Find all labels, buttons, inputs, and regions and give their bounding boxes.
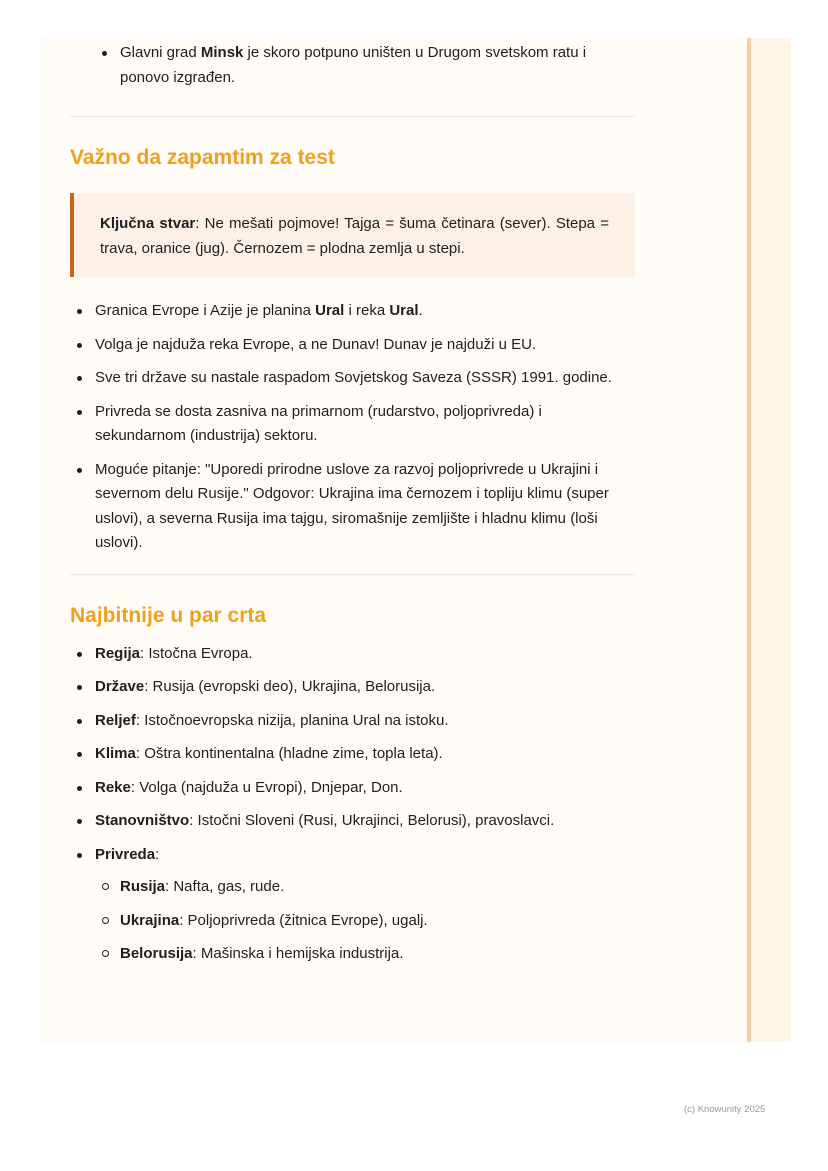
copyright-footer: (c) Knowunity 2025: [684, 1104, 766, 1115]
list-item: Reljef: Istočnoevropska nizija, planina Ural na istoku.: [95, 709, 635, 734]
section-heading-summary: Najbitnije u par crta: [70, 603, 267, 627]
section-heading-test: Važno da zapamtim za test: [70, 146, 335, 169]
side-panel: [751, 38, 791, 1042]
list-item: Volga je najduža reka Evrope, a ne Dunav! Dunav je najduži u EU.: [95, 333, 635, 358]
list-item: Glavni grad Minsk je skoro potpuno uništen u Drugom svetskom ratu i ponovo izgrađen.: [120, 41, 635, 90]
list-item: Sve tri države su nastale raspadom Sovjetskog Saveza (SSSR) 1991. godine.: [95, 366, 635, 391]
economy-sublist: [95, 875, 635, 967]
sub-list-item: Ukrajina: Poljoprivreda (žitnica Evrope), ugalj.: [120, 909, 635, 934]
list-item: Granica Evrope i Azije je planina Ural i reka Ural.: [95, 299, 635, 324]
test-list: [70, 299, 635, 556]
list-item: Privreda se dosta zasniva na primarnom (rudarstvo, poljoprivreda) i sekundarnom (industrija) sektoru.: [95, 400, 635, 449]
divider: [70, 574, 635, 575]
list-item: Klima: Oštra kontinentalna (hladne zime, topla leta).: [95, 742, 635, 767]
summary-list: [70, 642, 635, 967]
list-item: Regija: Istočna Evropa.: [95, 642, 635, 667]
list-item: Privreda: Rusija: Nafta, gas, rude. Ukrajina: Poljoprivreda (žitnica Evrope), ugalj. Belorusija: Mašinska i hemijska industrija.: [95, 843, 635, 967]
document-content: [70, 38, 635, 976]
key-callout: [70, 193, 635, 277]
top-list: [70, 41, 635, 90]
list-item: Države: Rusija (evropski deo), Ukrajina, Belorusija.: [95, 675, 635, 700]
sub-list-item: Rusija: Nafta, gas, rude.: [120, 875, 635, 900]
list-item: Reke: Volga (najduža u Evropi), Dnjepar, Don.: [95, 776, 635, 801]
sub-list-item: Belorusija: Mašinska i hemijska industrija.: [120, 942, 635, 967]
list-item: Moguće pitanje: "Uporedi prirodne uslove za razvoj poljoprivrede u Ukrajini i severnom delu Rusije." Odgovor: Ukrajina ima černozem i topliju klimu (super uslovi), a severna Rusija ima tajgu, siromašnije zemljište i hladnu klimu (loši uslovi).: [95, 458, 635, 556]
divider: [70, 116, 635, 117]
callout-text: : Ne mešati pojmove! Tajga = šuma četinara (sever). Stepa = trava, oranice (jug). Černozem = plodna zemlja u stepi.: [100, 215, 609, 257]
list-item: Stanovništvo: Istočni Sloveni (Rusi, Ukrajinci, Belorusi), pravoslavci.: [95, 809, 635, 834]
callout-label: Ključna stvar: [100, 215, 196, 232]
